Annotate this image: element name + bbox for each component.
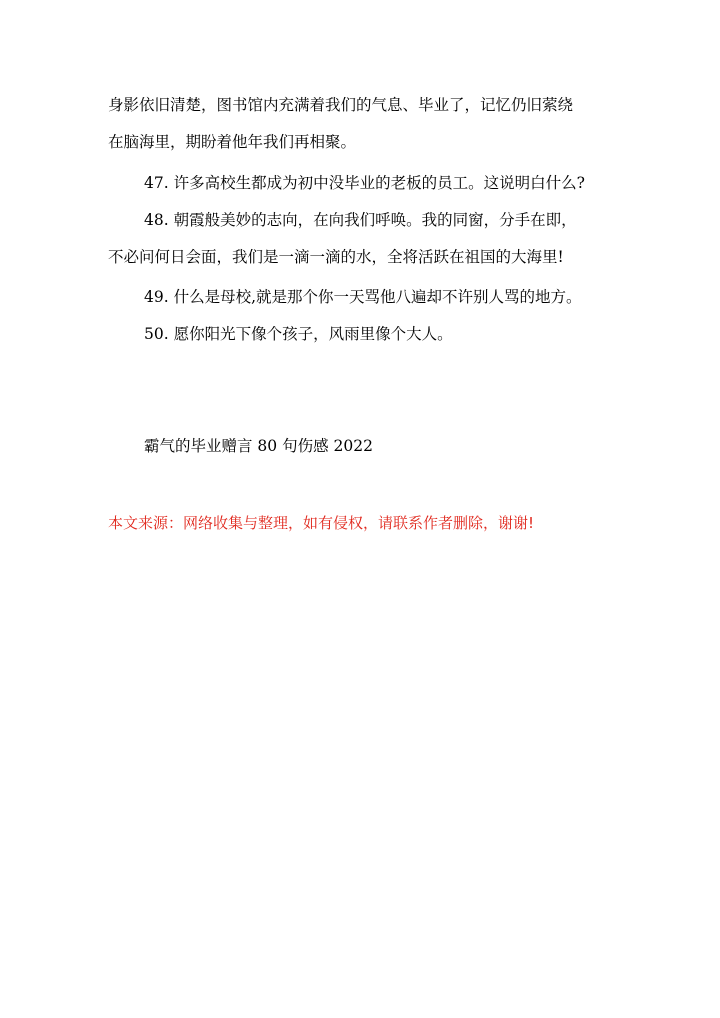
list-item-50: 50. 愿你阳光下像个孩子，风雨里像个大人。 [144,325,453,343]
list-item-47: 47. 许多高校生都成为初中没毕业的老板的员工。这说明白什么? [144,174,585,192]
list-item-48-continuation: 不必问何日会面，我们是一滴一滴的水，全将活跃在祖国的大海里! [108,248,564,266]
list-item-48: 48. 朝霞般美妙的志向，在向我们呼唤。我的同窗，分手在即， [144,211,577,229]
source-notice: 本文来源：网络收集与整理，如有侵权，请联系作者删除，谢谢! [108,514,535,532]
paragraph-line: 身影依旧清楚，图书馆内充满着我们的气息、毕业了，记忆仍旧萦绕 [108,96,574,114]
document-title: 霸气的毕业赠言 80 句伤感 2022 [144,437,373,455]
list-item-49: 49. 什么是母校,就是那个你一天骂他八遍却不许别人骂的地方。 [144,288,582,306]
paragraph-line: 在脑海里，期盼着他年我们再相聚。 [108,133,357,151]
